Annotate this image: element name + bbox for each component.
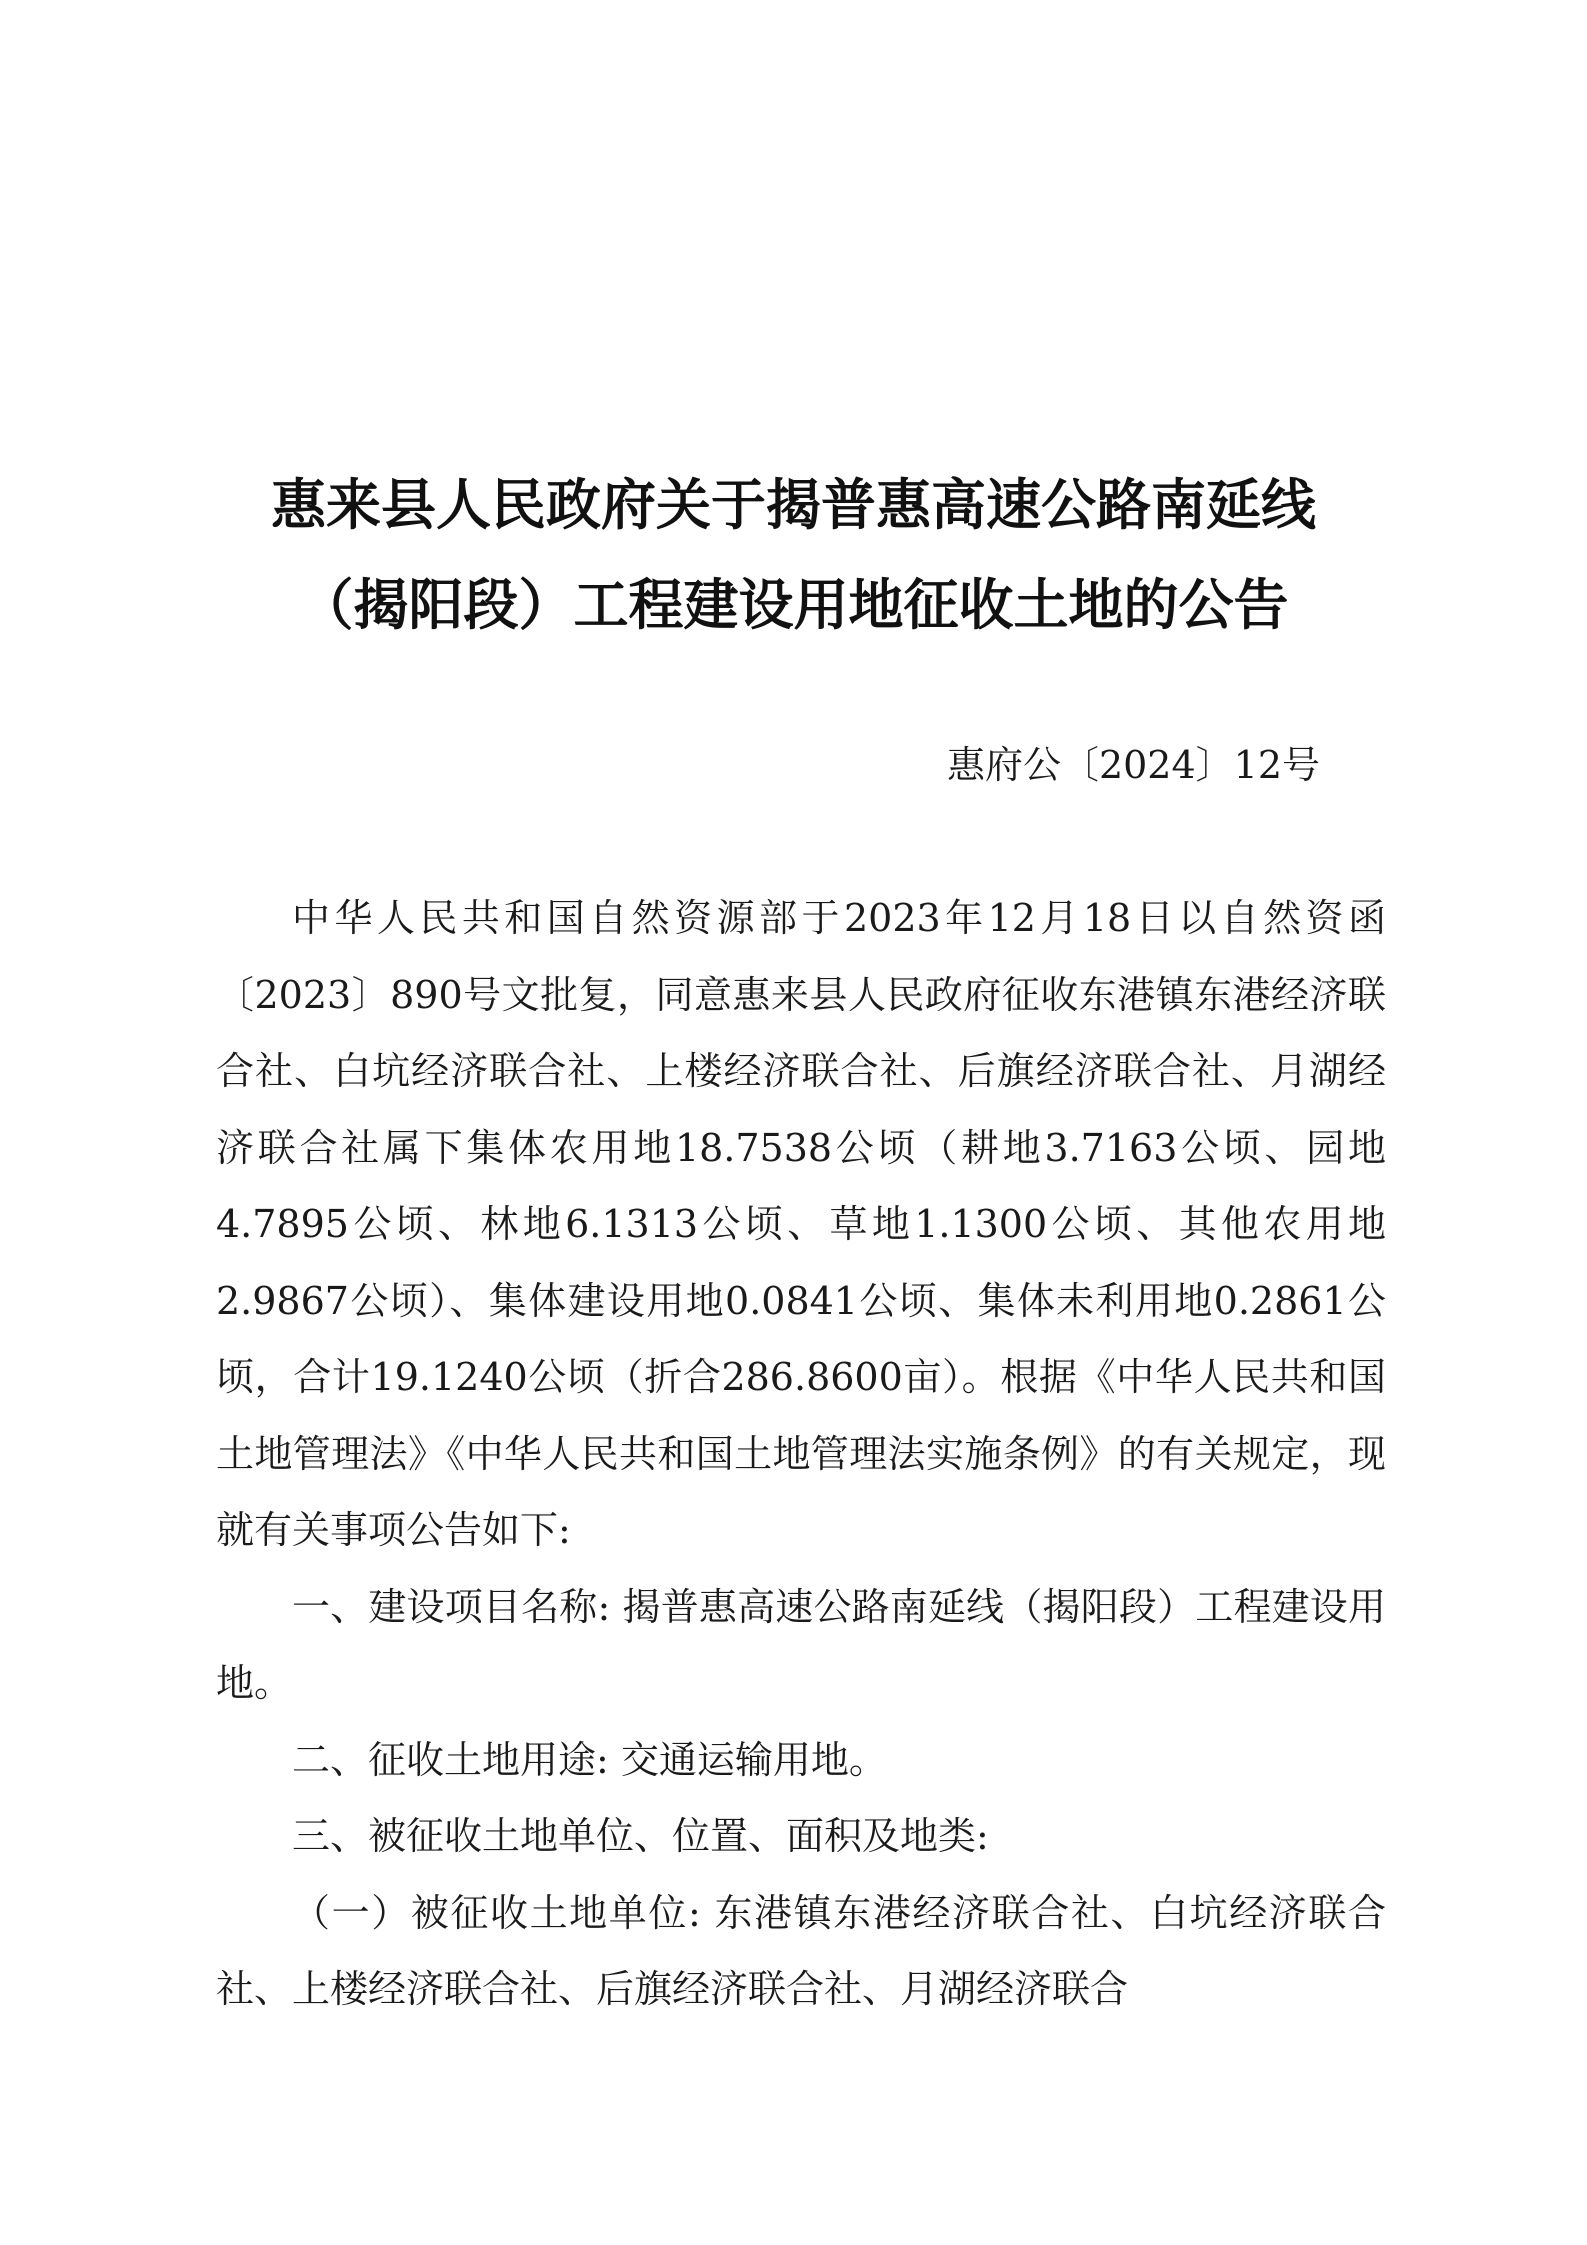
paragraph-project-name: 一、建设项目名称: 揭普惠高速公路南延线（揭阳段）工程建设用地。 [216, 1584, 1386, 1705]
title-line-2: （揭阳段）工程建设用地征收土地的公告 [298, 572, 1289, 637]
document-number: 惠府公〔2024〕12号 [946, 743, 1320, 787]
paragraph-intro: 中华人民共和国自然资源部于2023年12月18日以自然资函〔2023〕890号文批复，同意惠来县人民政府征收东港镇东港经济联合社、白坑经济联合社、上楼经济联合社、后旗经济联合社、月湖经济联合社属下集体农用地18.7538公顷（耕地3.7163公顷、园地4.7895公顷、林地6.1313公顷、草地1.1300公顷、其他农用地2.9867公顷）、集体建设用地0.0841公顷、集体未利用地0.2861公顷，合计19.1240公顷（折合286.8600亩）。根据《中华人民共和国土地管理法》《中华人民共和国土地管理法实施条例》的有关规定，现就有关事项公告如下: [216, 896, 1386, 1552]
paragraph-land-units: （一）被征收土地单位: 东港镇东港经济联合社、白坑经济联合社、上楼经济联合社、后旗经济联合社、月湖经济联合 [216, 1890, 1386, 2011]
document-body [216, 880, 1386, 2028]
paragraph-land-use: 二、征收土地用途: 交通运输用地。 [292, 1737, 887, 1782]
paragraph-land-details-heading: 三、被征收土地单位、位置、面积及地类: [292, 1814, 989, 1858]
title-line-1: 惠来县人民政府关于揭普惠高速公路南延线 [270, 472, 1316, 537]
document-title [180, 455, 1407, 655]
